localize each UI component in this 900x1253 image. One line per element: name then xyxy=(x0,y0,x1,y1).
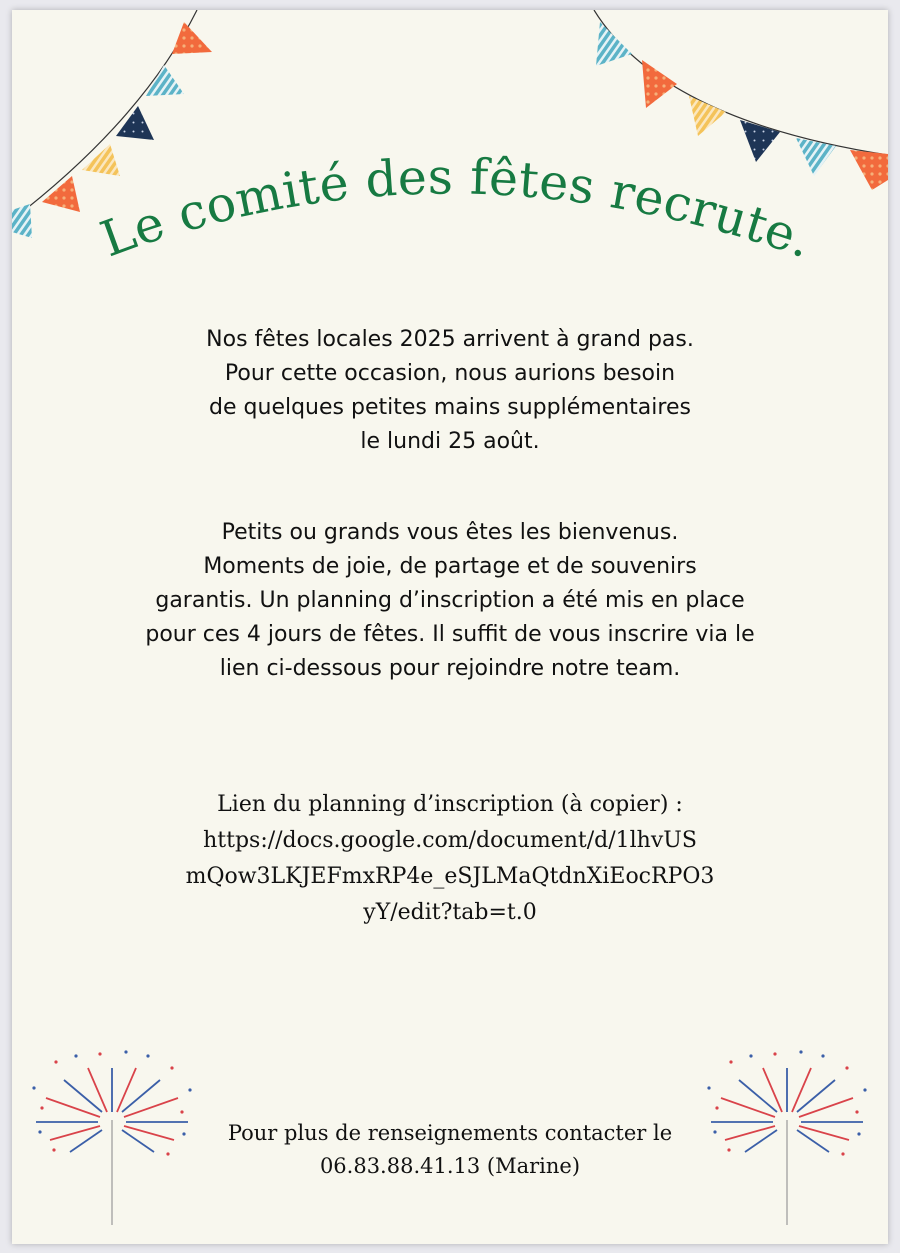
text-line: lien ci-dessous pour rejoindre notre team. xyxy=(219,656,681,681)
text-line: pour ces 4 jours de fêtes. Il suffit de vous inscrire via le xyxy=(145,622,755,647)
contact-phone: 06.83.88.41.13 (Marine) xyxy=(319,1154,581,1178)
welcome-paragraph xyxy=(12,516,888,686)
title-banner xyxy=(12,10,888,310)
link-label: Lien du planning d’inscription (à copier) : xyxy=(217,792,683,817)
text-line: Nos fêtes locales 2025 arrivent à grand pas. xyxy=(206,327,694,352)
svg-text:Le comité des fêtes recrute. xyxy=(93,148,819,269)
page-title: Le comité des fêtes recrute. xyxy=(93,148,820,270)
text-line: de quelques petites mains supplémentaires xyxy=(209,395,691,420)
link-url-line[interactable]: mQow3LKJEFmxRP4e_eSJLMaQtdnXiEocRPO3 xyxy=(185,864,715,889)
link-url-line[interactable]: yY/edit?tab=t.0 xyxy=(363,900,537,925)
intro-paragraph xyxy=(12,323,888,459)
text-line: le lundi 25 août. xyxy=(360,429,540,454)
poster-page xyxy=(12,10,888,1244)
text-line: Moments de joie, de partage et de souvenirs xyxy=(203,554,697,579)
text-line: garantis. Un planning d’inscription a été mis en place xyxy=(155,588,745,613)
link-url-line[interactable]: https://docs.google.com/document/d/1lhvUS xyxy=(203,828,697,853)
registration-link-block xyxy=(12,787,888,931)
contact-text: Pour plus de renseignements contacter le xyxy=(227,1121,673,1145)
contact-block xyxy=(12,1117,888,1183)
text-line: Pour cette occasion, nous aurions besoin xyxy=(224,361,676,386)
text-line: Petits ou grands vous êtes les bienvenus. xyxy=(221,520,679,545)
